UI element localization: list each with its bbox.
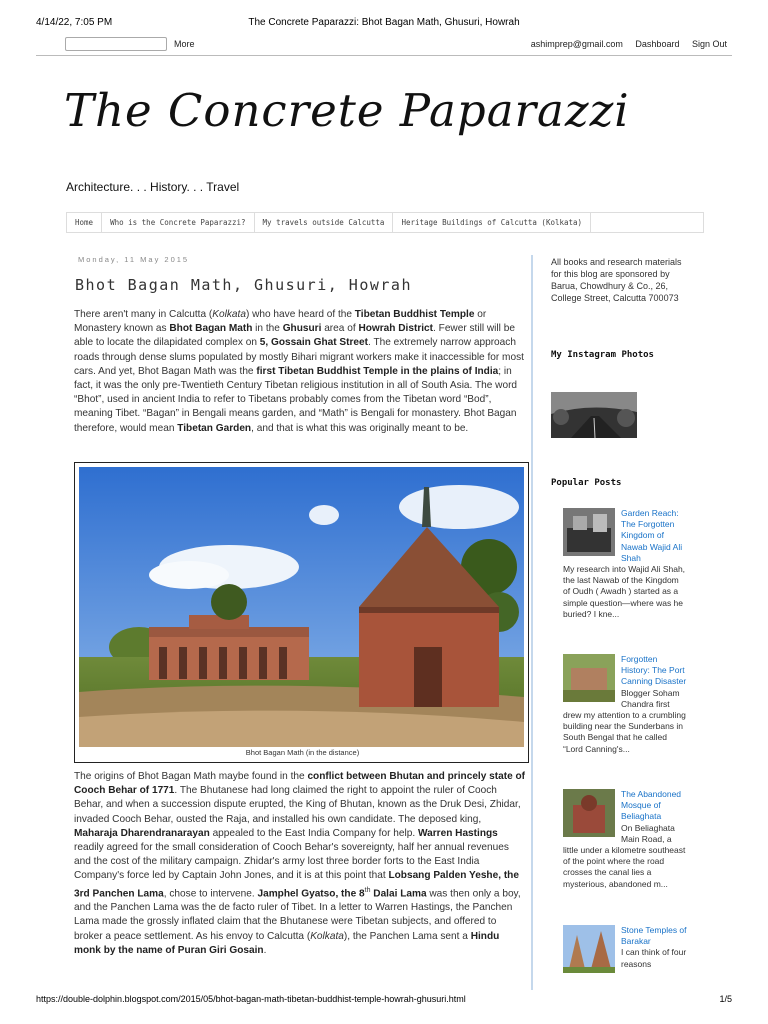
post-paragraph-1 xyxy=(74,308,526,436)
text-run: Lobsang Palden Yeshe, the 3rd Panchen Lama xyxy=(74,870,519,899)
text-run: Tibetan Buddhist Temple xyxy=(354,309,475,320)
popular-post[interactable] xyxy=(563,925,687,973)
text-run: ) who have heard of the xyxy=(245,309,355,320)
post-thumbnail xyxy=(563,925,615,973)
text-run: Bhot Bagan Math xyxy=(169,323,253,335)
tab-about[interactable]: Who is the Concrete Paparazzi? xyxy=(102,213,254,232)
popular-post-title[interactable]: Forgotten History: The Port Canning Disaster xyxy=(621,654,687,687)
text-run: was then only a boy, and the Panchen Lama was the de facto ruler of Tibet. In a letter to Warren Hastings, the Panchen Lama made the grossly inflated claim that the Bhutanese were Tibetan subjects, and offered to broker a peace settlement. As his envoy to Calcutta ( xyxy=(74,887,521,942)
popular-posts-heading: Popular Posts xyxy=(551,478,622,488)
post-date: Monday, 11 May 2015 xyxy=(78,255,190,264)
dashboard-link[interactable]: Dashboard xyxy=(635,39,680,49)
post-photo[interactable] xyxy=(74,462,529,763)
blog-tagline: Architecture. . . History. . . Travel xyxy=(66,180,240,194)
print-page-title: The Concrete Paparazzi: Bhot Bagan Math, Ghusuri, Howrah xyxy=(248,17,520,28)
text-run: Maharaja Dharendranarayan xyxy=(74,827,210,839)
text-run: The origins of Bhot Bagan Math maybe found in the xyxy=(74,771,308,782)
text-run: . The extremely narrow approach roads through dense slums populated by mostly Bihari migrant workers make it inaccessible for most cars. And yet, Bhot Bagan Math was the xyxy=(74,337,524,377)
text-run: conflict between Bhutan and princely state of Cooch Behar of 1771 xyxy=(74,771,526,797)
popular-post-title[interactable]: The Abandoned Mosque of Beliaghata xyxy=(621,789,682,822)
tab-home[interactable]: Home xyxy=(67,213,102,232)
popular-post-snippet: I can think of four reasons xyxy=(621,947,687,969)
text-run: Ghusuri xyxy=(282,323,322,335)
photo-caption: Bhot Bagan Math (in the distance) xyxy=(245,748,360,757)
popular-post-title[interactable]: Garden Reach: The Forgotten Kingdom of Nawab Wajid Ali Shah xyxy=(621,508,683,563)
text-run: first Tibetan Buddhist Temple in the plains of India xyxy=(256,365,499,377)
text-run: . Fewer still will be able to locate the dilapidated complex on xyxy=(74,323,515,349)
more-link[interactable]: More xyxy=(174,39,195,49)
text-run: or Monastery known as xyxy=(74,309,487,335)
popular-post-snippet: My research into Wajid Ali Shah, the last Nawab of the Kingdom of Oudh ( Awadh ) started as a simple question—where was he buried? I kne... xyxy=(563,564,686,619)
blog-title[interactable]: The Concrete Paparazzi xyxy=(64,84,630,137)
text-run: Dalai Lama xyxy=(370,887,427,899)
popular-post[interactable] xyxy=(563,654,687,755)
column-divider xyxy=(531,255,533,990)
text-run: Tibetan Garden xyxy=(177,422,252,434)
tab-travels[interactable]: My travels outside Calcutta xyxy=(255,213,394,232)
text-run: readily agreed for the small consideration of Cooch Behar's sovereignty, half her annual revenues and the cost of the military campaign. Zhidar's army lost three border forts to the East India Company's force led by Captain John Jones, and it is at this point that xyxy=(74,842,509,882)
text-run: . The Bhutanese had long claimed the right to appoint the ruler of Cooch Behar, and when a succession dispute erupted, the King of Bhutan, known as the Druk Desi, Zhidar, invaded Cooch Behar, ousted the Raja, and installed his own candidate. The deposed king, xyxy=(74,785,521,825)
text-run: Kolkata xyxy=(212,309,246,320)
signout-link[interactable]: Sign Out xyxy=(691,39,727,49)
search-input[interactable] xyxy=(65,37,167,51)
instagram-heading: My Instagram Photos xyxy=(551,350,654,360)
text-run: th xyxy=(364,886,371,894)
text-run: area of xyxy=(321,323,359,335)
popular-post[interactable] xyxy=(563,789,687,890)
text-run: . xyxy=(263,944,267,956)
page-tabs xyxy=(66,212,704,233)
post-title[interactable]: Bhot Bagan Math, Ghusuri, Howrah xyxy=(75,276,412,294)
print-header xyxy=(0,0,768,26)
text-run: ), the Panchen Lama sent a xyxy=(343,930,471,942)
text-run: Warren Hastings xyxy=(417,827,498,839)
text-run: , chose to intervene. xyxy=(163,887,258,899)
popular-post-snippet: On Beliaghata Main Road, a little under a kilometre southeast of the point where the road crosses the canal lies a mysterious, abandoned m... xyxy=(563,822,686,889)
text-run: appealed to the East India Company for help. xyxy=(209,827,418,839)
post-paragraph-2 xyxy=(74,770,526,958)
popular-post-snippet: Blogger Soham Chandra first drew my attention to a crumbling building near the Sunderbans in South Bengal that he called “Lord Canning's... xyxy=(563,687,686,754)
text-run: 5, Gossain Ghat Street xyxy=(259,337,369,349)
post-thumbnail xyxy=(563,789,615,837)
popular-post[interactable] xyxy=(563,508,687,620)
page-url: https://double-dolphin.blogspot.com/2015/05/bhot-bagan-math-tibetan-buddhist-temple-howrah-ghusuri.html xyxy=(36,994,466,1004)
post-thumbnail xyxy=(563,508,615,556)
instagram-photo[interactable] xyxy=(551,392,637,438)
sponsor-note: All books and research materials for this blog are sponsored by Barua, Chowdhury & Co., 26, College Street, Calcutta 700073 xyxy=(551,257,682,303)
text-run: ; in fact, it was the only pre-Twentieth Century Tibetan religious institution in all of South Asia. The word “Bhot”, used in ancient India to refer to Tibetans probably comes from the Tibetan word “Bod”, meaning Tibet. “Bagan” in Bengali means garden, and “Math” is Bengali for monastery. Bhot Bagan therefore, would mean xyxy=(74,365,518,434)
post-thumbnail xyxy=(563,654,615,702)
text-run: Jamphel Gyatso, the 8 xyxy=(257,887,365,899)
navbar-account xyxy=(521,39,727,49)
text-run: Hindu monk by the name of Puran Giri Gosain xyxy=(74,930,500,956)
text-run: Kolkata xyxy=(310,930,344,942)
tab-heritage[interactable]: Heritage Buildings of Calcutta (Kolkata) xyxy=(393,213,591,232)
text-run: in the xyxy=(252,323,283,335)
text-run: , and that is what this was originally meant to be. xyxy=(251,422,469,434)
temple-photo xyxy=(79,467,524,747)
page-number: 1/5 xyxy=(719,994,732,1004)
print-datetime: 4/14/22, 7:05 PM xyxy=(36,17,113,28)
text-run: Howrah District xyxy=(358,323,434,335)
blogger-navbar xyxy=(36,36,732,56)
text-run: There aren't many in Calcutta ( xyxy=(74,309,213,320)
account-email[interactable]: ashimprep@gmail.com xyxy=(530,39,623,49)
popular-post-title[interactable]: Stone Temples of Barakar xyxy=(621,925,687,947)
